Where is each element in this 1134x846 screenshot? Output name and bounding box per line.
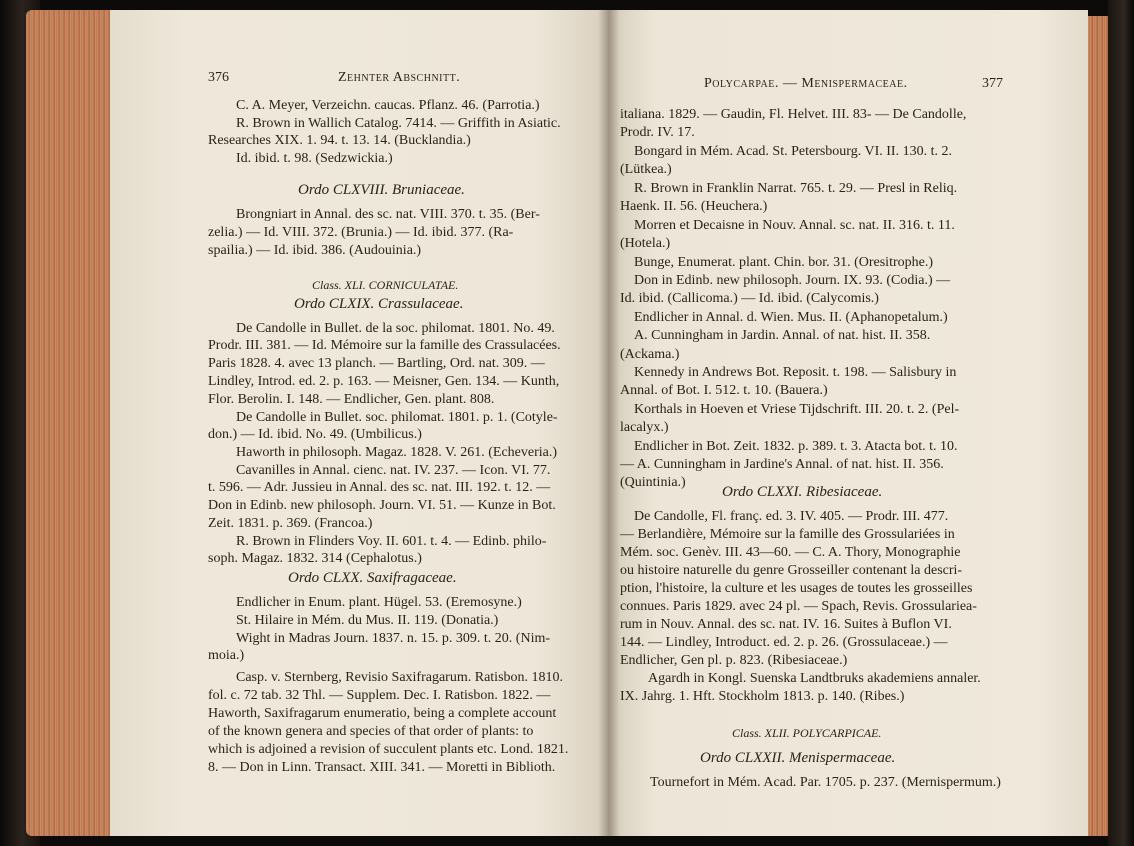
text-line: — Berlandière, Mémoire sur la famille des Grossulariées in bbox=[620, 527, 955, 542]
text-line: Agardh in Kongl. Suenska Landtbruks akademiens annaler. bbox=[648, 671, 981, 686]
text-line: ou histoire naturelle du genre Grosseiller contenant la descri- bbox=[620, 563, 963, 578]
class-heading: Class. XLII. POLYCARPICAE. bbox=[732, 726, 882, 740]
text-line: Zeit. 1831. p. 369. (Francoa.) bbox=[208, 516, 373, 531]
text-line: Lindley, Introd. ed. 2. p. 163. — Meisner, Gen. 134. — Kunth, bbox=[208, 374, 560, 389]
class-heading: Class. XLI. CORNICULATAE. bbox=[312, 278, 459, 292]
text-line: rum in Nouv. Annal. des sc. nat. IV. 16. Suites à Buflon VI. bbox=[620, 617, 952, 632]
page-number: 377 bbox=[982, 76, 1003, 91]
text-line: Tournefort in Mém. Acad. Par. 1705. p. 237. (Mernispermum.) bbox=[650, 775, 1001, 790]
text-line: Bongard in Mém. Acad. St. Petersbourg. VI. II. 130. t. 2. bbox=[634, 144, 952, 159]
text-line: Prodr. III. 381. — Id. Mémoire sur la famille des Crassulacées. bbox=[208, 338, 561, 353]
running-head: Polycarpae. — Menispermaceae. bbox=[704, 76, 908, 91]
text-line: Morren et Decaisne in Nouv. Annal. sc. nat. II. 316. t. 11. bbox=[634, 218, 955, 233]
text-line: Brongniart in Annal. des sc. nat. VIII. 370. t. 35. (Ber- bbox=[236, 207, 540, 222]
text-line: Prodr. IV. 17. bbox=[620, 125, 695, 140]
text-line: Don in Edinb. new philosoph. Journ. IX. 93. (Codia.) — bbox=[634, 273, 951, 288]
text-line: Id. ibid. t. 98. (Sedzwickia.) bbox=[236, 151, 393, 166]
text-line: (Quintinia.) bbox=[620, 475, 686, 490]
order-heading: Ordo CLXXII. Menispermaceae. bbox=[700, 750, 896, 766]
text-line: Bunge, Enumerat. plant. Chin. bor. 31. (Oresitrophe.) bbox=[634, 255, 933, 270]
page-number: 376 bbox=[208, 70, 229, 85]
text-line: Haworth, Saxifragarum enumeratio, being a complete account bbox=[208, 706, 557, 721]
text-line: Researches XIX. 1. 94. t. 13. 14. (Bucklandia.) bbox=[208, 133, 471, 148]
text-line: A. Cunningham in Jardin. Annal. of nat. hist. II. 358. bbox=[634, 328, 931, 343]
text-line: t. 596. — Adr. Jussieu in Annal. des sc. nat. III. 192. t. 12. — bbox=[208, 480, 551, 495]
running-head: Zehnter Abschnitt. bbox=[338, 70, 461, 85]
text-line: which is adjoined a revision of succulent plants etc. Lond. 1821. bbox=[208, 742, 569, 757]
text-line: Endlicher in Annal. d. Wien. Mus. II. (Aphanopetalum.) bbox=[634, 310, 948, 325]
left-page bbox=[110, 10, 608, 836]
text-line: Paris 1828. 4. avec 13 planch. — Bartling, Ord. nat. 309. — bbox=[208, 356, 545, 371]
text-line: 8. — Don in Linn. Transact. XIII. 341. — Moretti in Biblioth. bbox=[208, 760, 556, 775]
text-line: Don in Edinb. new philosoph. Journ. VI. 51. — Kunze in Bot. bbox=[208, 498, 556, 513]
text-line: R. Brown in Franklin Narrat. 765. t. 29. — Presl in Reliq. bbox=[634, 181, 958, 196]
text-line: R. Brown in Flinders Voy. II. 601. t. 4. — Edinb. philo- bbox=[236, 534, 547, 549]
text-line: Annal. of Bot. I. 512. t. 10. (Bauera.) bbox=[620, 383, 828, 398]
text-line: zelia.) — Id. VIII. 372. (Brunia.) — Id. ibid. 377. (Ra- bbox=[208, 225, 514, 240]
text-line: Haworth in philosoph. Magaz. 1828. V. 261. (Echeveria.) bbox=[236, 445, 558, 460]
text-line: St. Hilaire in Mém. du Mus. II. 119. (Donatia.) bbox=[236, 613, 499, 628]
text-line: 144. — Lindley, Introduct. ed. 2. p. 26. (Grossulaceae.) — bbox=[620, 635, 948, 650]
text-line: moia.) bbox=[208, 648, 245, 663]
text-line: lacalyx.) bbox=[620, 420, 669, 435]
text-line: (Ackama.) bbox=[620, 347, 680, 362]
text-line: Cavanilles in Annal. cienc. nat. IV. 237. — Icon. VI. 77. bbox=[236, 463, 551, 478]
text-line: (Hotela.) bbox=[620, 236, 671, 251]
book-cover-right bbox=[1108, 0, 1134, 846]
text-line: Casp. v. Sternberg, Revisio Saxifragarum. Ratisbon. 1810. bbox=[236, 670, 564, 685]
text-line: italiana. 1829. — Gaudin, Fl. Helvet. III. 83- — De Candolle, bbox=[620, 107, 967, 122]
text-line: Flor. Berolin. I. 148. — Endlicher, Gen. plant. 808. bbox=[208, 392, 495, 407]
text-line: spailia.) — Id. ibid. 386. (Audouinia.) bbox=[208, 243, 422, 258]
text-line: of the known genera and species of that order of plants: to bbox=[208, 724, 534, 739]
text-line: soph. Magaz. 1832. 314 (Cephalotus.) bbox=[208, 551, 422, 566]
order-heading: Ordo CLXXI. Ribesiaceae. bbox=[722, 484, 883, 500]
text-line: Endlicher in Bot. Zeit. 1832. p. 389. t. 3. Atacta bot. t. 10. bbox=[634, 439, 958, 454]
text-line: R. Brown in Wallich Catalog. 7414. — Griffith in Asiatic. bbox=[236, 116, 561, 131]
text-line: Id. ibid. (Callicoma.) — Id. ibid. (Calycomis.) bbox=[620, 291, 879, 306]
order-heading: Ordo CLXIX. Crassulaceae. bbox=[294, 296, 464, 312]
text-line: Endlicher in Enum. plant. Hügel. 53. (Eremosyne.) bbox=[236, 595, 522, 610]
text-line: fol. c. 72 tab. 32 Thl. — Supplem. Dec. I. Ratisbon. 1822. — bbox=[208, 688, 551, 703]
text-line: Endlicher, Gen pl. p. 823. (Ribesiaceae.) bbox=[620, 653, 848, 668]
text-line: De Candolle in Bullet. soc. philomat. 1801. p. 1. (Cotyle- bbox=[236, 410, 558, 425]
order-heading: Ordo CLXVIII. Bruniaceae. bbox=[298, 182, 465, 198]
text-line: Kennedy in Andrews Bot. Reposit. t. 198. — Salisbury in bbox=[634, 365, 957, 380]
text-line: De Candolle, Fl. franç. ed. 3. IV. 405. — Prodr. III. 477. bbox=[634, 509, 949, 524]
text-line: — A. Cunningham in Jardine's Annal. of nat. hist. II. 356. bbox=[620, 457, 944, 472]
text-line: De Candolle in Bullet. de la soc. philomat. 1801. No. 49. bbox=[236, 321, 555, 336]
text-line: (Lütkea.) bbox=[620, 162, 672, 177]
order-heading: Ordo CLXX. Saxifragaceae. bbox=[288, 570, 457, 586]
text-line: Haenk. II. 56. (Heuchera.) bbox=[620, 199, 768, 214]
text-line: don.) — Id. ibid. No. 49. (Umbilicus.) bbox=[208, 427, 422, 442]
book-gutter bbox=[598, 10, 620, 836]
text-line: Wight in Madras Journ. 1837. n. 15. p. 309. t. 20. (Nim- bbox=[236, 631, 551, 646]
text-line: IX. Jahrg. 1. Hft. Stockholm 1813. p. 140. (Ribes.) bbox=[620, 689, 905, 704]
text-line: Mém. soc. Genèv. III. 43—60. — C. A. Thory, Monographie bbox=[620, 545, 961, 560]
text-line: connues. Paris 1829. avec 24 pl. — Spach, Revis. Grossulariea- bbox=[620, 599, 977, 614]
right-page bbox=[608, 10, 1088, 836]
text-line: Korthals in Hoeven et Vriese Tijdschrift. III. 20. t. 2. (Pel- bbox=[634, 402, 960, 417]
text-line: C. A. Meyer, Verzeichn. caucas. Pflanz. 46. (Parrotia.) bbox=[236, 98, 540, 113]
text-line: ption, l'histoire, la culture et les usages de toutes les grosseilles bbox=[620, 581, 973, 596]
